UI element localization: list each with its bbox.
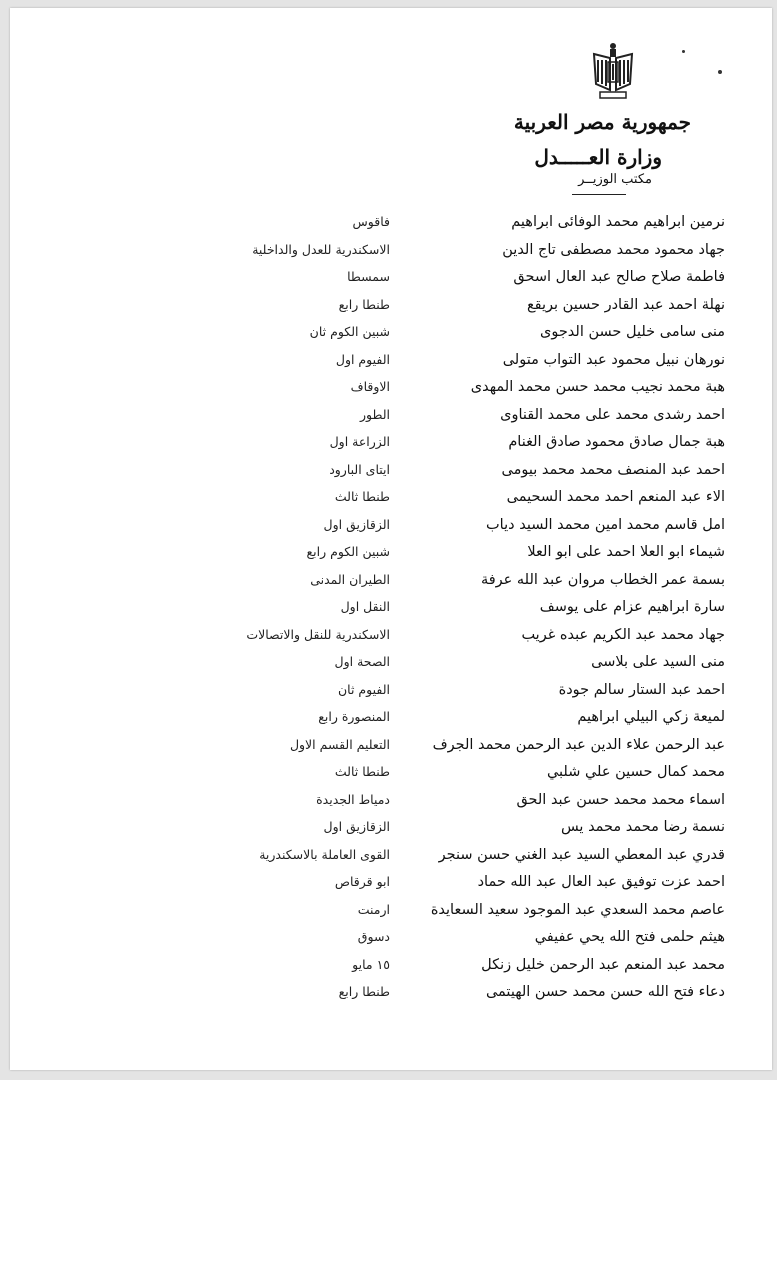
person-name: شيماء ابو العلا احمد على ابو العلا — [527, 544, 725, 560]
list-item — [0, 297, 777, 325]
person-name: نسمة رضا محمد محمد يس — [560, 819, 725, 835]
list-item — [0, 599, 777, 627]
list-item — [0, 407, 777, 435]
header-country: جمهورية مصر العربية — [513, 110, 691, 134]
assignment-place: الطور — [359, 406, 390, 422]
assignment-place: سمسطا — [347, 269, 390, 284]
assignment-place: الطيران المدنى — [310, 571, 390, 587]
person-name: هبة محمد نجيب محمد حسن محمد المهدى — [470, 379, 725, 395]
scan-speck — [718, 70, 722, 74]
assignment-place: الزقازيق اول — [323, 516, 390, 532]
person-name: احمد عبد المنصف محمد محمد بيومى — [501, 461, 725, 478]
list-item — [0, 847, 777, 875]
person-name: احمد عزت توفيق عبد العال عبد الله حماد — [477, 874, 725, 890]
assignment-place: الصحة اول — [334, 654, 390, 669]
person-name: هيثم حلمى فتح الله يحي عفيفي — [534, 929, 725, 945]
eagle-emblem-icon — [588, 40, 638, 104]
list-item — [0, 654, 777, 682]
person-name: منى السيد على بلاسى — [591, 654, 725, 670]
list-item — [0, 682, 777, 710]
person-name: الاء عبد المنعم احمد محمد السحيمى — [506, 489, 725, 505]
assignment-place: طنطا ثالث — [334, 489, 390, 504]
assignment-place: التعليم القسم الاول — [289, 736, 390, 752]
assignment-place: ارمنت — [357, 901, 390, 917]
list-item — [0, 737, 777, 765]
header-underline — [572, 194, 626, 195]
assignment-place: ابو قرقاص — [334, 874, 390, 889]
assignment-place: طنطا ثالث — [334, 764, 390, 779]
person-name: احمد رشدى محمد على محمد القناوى — [500, 406, 725, 423]
list-item — [0, 572, 777, 600]
list-item — [0, 434, 777, 462]
assignment-place: الاوقاف — [350, 379, 390, 394]
assignment-place: المنصورة رابع — [318, 709, 390, 724]
scan-speck — [682, 50, 685, 53]
person-name: محمد كمال حسين علي شلبي — [546, 764, 725, 780]
person-name: عاصم محمد السعدي عبد الموجود سعيد السعايدة — [430, 901, 725, 918]
person-name: نورهان نبيل محمود عبد التواب متولى — [502, 351, 725, 368]
list-item — [0, 627, 777, 655]
list-item — [0, 462, 777, 490]
person-name: فاطمة صلاح صالح عبد العال اسحق — [513, 269, 725, 285]
list-item — [0, 902, 777, 930]
assignment-place: الاسكندرية للنقل والاتصالات — [246, 626, 390, 642]
list-item — [0, 379, 777, 407]
list-item — [0, 269, 777, 297]
assignment-place: ايتاى البارود — [329, 461, 390, 477]
person-name: محمد عبد المنعم عبد الرحمن خليل زنكل — [481, 956, 725, 973]
assignment-place: ١٥ مايو — [352, 956, 390, 972]
assignment-place: القوى العاملة بالاسكندرية — [259, 846, 390, 862]
person-name: لميعة زكي البيلي ابراهيم — [577, 709, 725, 725]
list-item — [0, 819, 777, 847]
person-name: امل قاسم محمد امين محمد السيد دياب — [486, 516, 725, 533]
assignment-place: الاسكندرية للعدل والداخلية — [252, 241, 390, 257]
person-name: جهاد محمود محمد مصطفى تاج الدين — [502, 241, 725, 258]
person-name: قدري عبد المعطي السيد عبد الغني حسن سنجر — [438, 846, 725, 863]
assignment-place: الزقازيق اول — [323, 819, 390, 834]
list-item — [0, 489, 777, 517]
person-name: منى سامى خليل حسن الدجوى — [539, 324, 725, 340]
list-item — [0, 544, 777, 572]
assignment-place: فاقوس — [352, 214, 390, 229]
list-item — [0, 214, 777, 242]
assignment-place: شبين الكوم ثان — [309, 324, 390, 339]
person-name: بسمة عمر الخطاب مروان عبد الله عرفة — [480, 571, 725, 588]
person-name: هبة جمال صادق محمود صادق الغنام — [508, 434, 725, 450]
list-item — [0, 874, 777, 902]
person-name: نرمين ابراهيم محمد الوفائى ابراهيم — [511, 214, 725, 230]
person-name: نهلة احمد عبد القادر حسين بريقع — [526, 296, 725, 313]
person-name: اسماء محمد محمد حسن عبد الحق — [516, 791, 725, 808]
list-item — [0, 929, 777, 957]
assignment-place: الفيوم اول — [335, 351, 390, 367]
list-item — [0, 324, 777, 352]
assignment-place: طنطا رابع — [338, 296, 390, 312]
person-name: عبد الرحمن علاء الدين عبد الرحمن محمد الجرف — [432, 736, 725, 753]
person-name: جهاد محمد عبد الكريم عبده غريب — [521, 626, 725, 643]
assignment-place: دمياط الجديدة — [316, 791, 390, 807]
assignment-place: شبين الكوم رابع — [306, 544, 390, 559]
list-item — [0, 764, 777, 792]
person-name: سارة ابراهيم عزام على يوسف — [539, 599, 725, 615]
person-name: دعاء فتح الله حسن محمد حسن الهيتمى — [485, 984, 725, 1000]
assignment-place: الفيوم ثان — [337, 681, 390, 697]
assignment-place: النقل اول — [340, 599, 390, 614]
list-item — [0, 709, 777, 737]
header-ministry: وزارة العـــــدل — [534, 145, 662, 169]
list-item — [0, 957, 777, 985]
list-item — [0, 792, 777, 820]
list-item — [0, 352, 777, 380]
list-item — [0, 984, 777, 1012]
list-item — [0, 517, 777, 545]
list-item — [0, 242, 777, 270]
assignment-place: دسوق — [357, 929, 390, 944]
header-office: مكتب الوزيــر — [578, 172, 652, 187]
person-name: احمد عبد الستار سالم جودة — [558, 681, 725, 698]
assignment-place: الزراعة اول — [329, 434, 390, 449]
assignment-place: طنطا رابع — [338, 984, 390, 999]
